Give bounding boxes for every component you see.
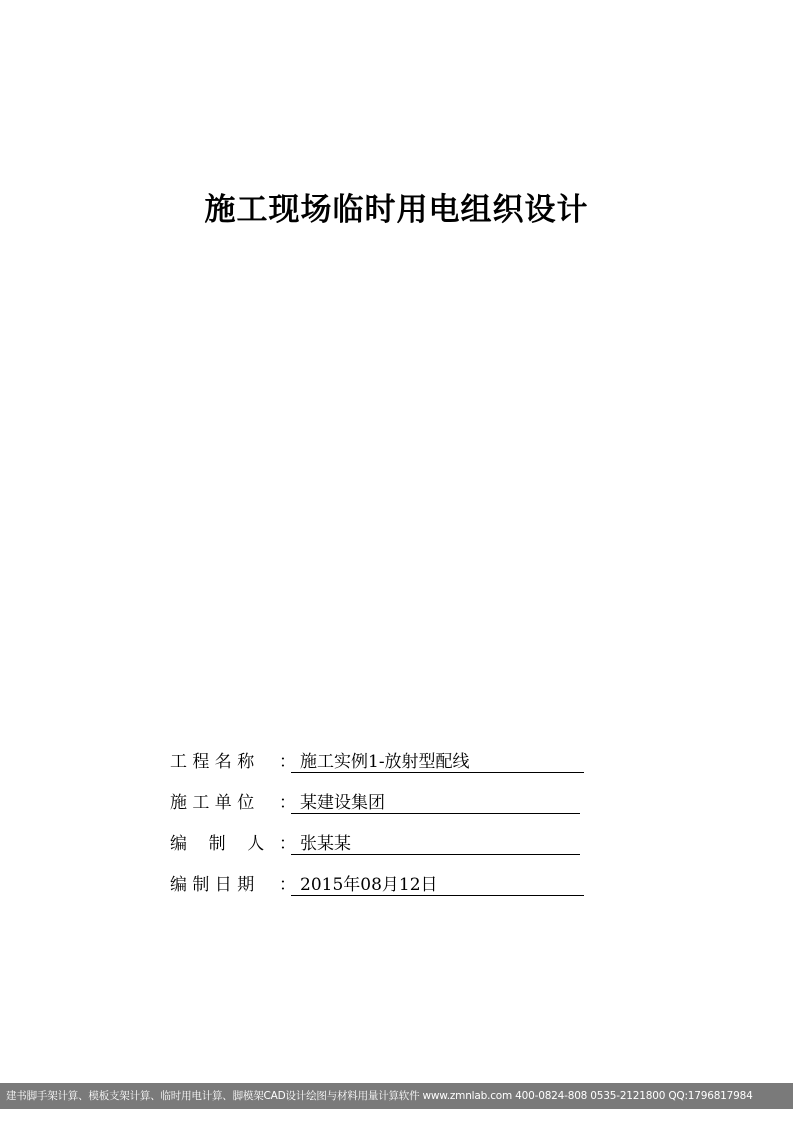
project-name-value: 施工实例1-放射型配线: [291, 751, 584, 773]
colon: ：: [279, 834, 296, 854]
colon: ：: [279, 752, 296, 772]
document-title: 施工现场临时用电组织设计: [204, 192, 589, 228]
compile-date-label: 编 制 日 期: [170, 875, 255, 895]
project-name-label: 工 程 名 称: [170, 752, 255, 772]
footer-banner: 建书脚手架计算、模板支架计算、临时用电计算、脚模架CAD设计绘图与材料用量计算软件 www.zmnlab.com 400-0824-808 0535-2121800 QQ:1796817984: [0, 1083, 793, 1109]
compiler-label: 编 制 人: [170, 834, 265, 854]
construction-unit-label: 施 工 单 位: [170, 793, 255, 813]
compile-date-value: 2015年08月12日: [291, 874, 584, 896]
colon: ：: [279, 793, 296, 813]
compiler-value: 张某某: [291, 833, 580, 855]
construction-unit-value: 某建设集团: [291, 792, 580, 814]
colon: ：: [279, 875, 296, 895]
